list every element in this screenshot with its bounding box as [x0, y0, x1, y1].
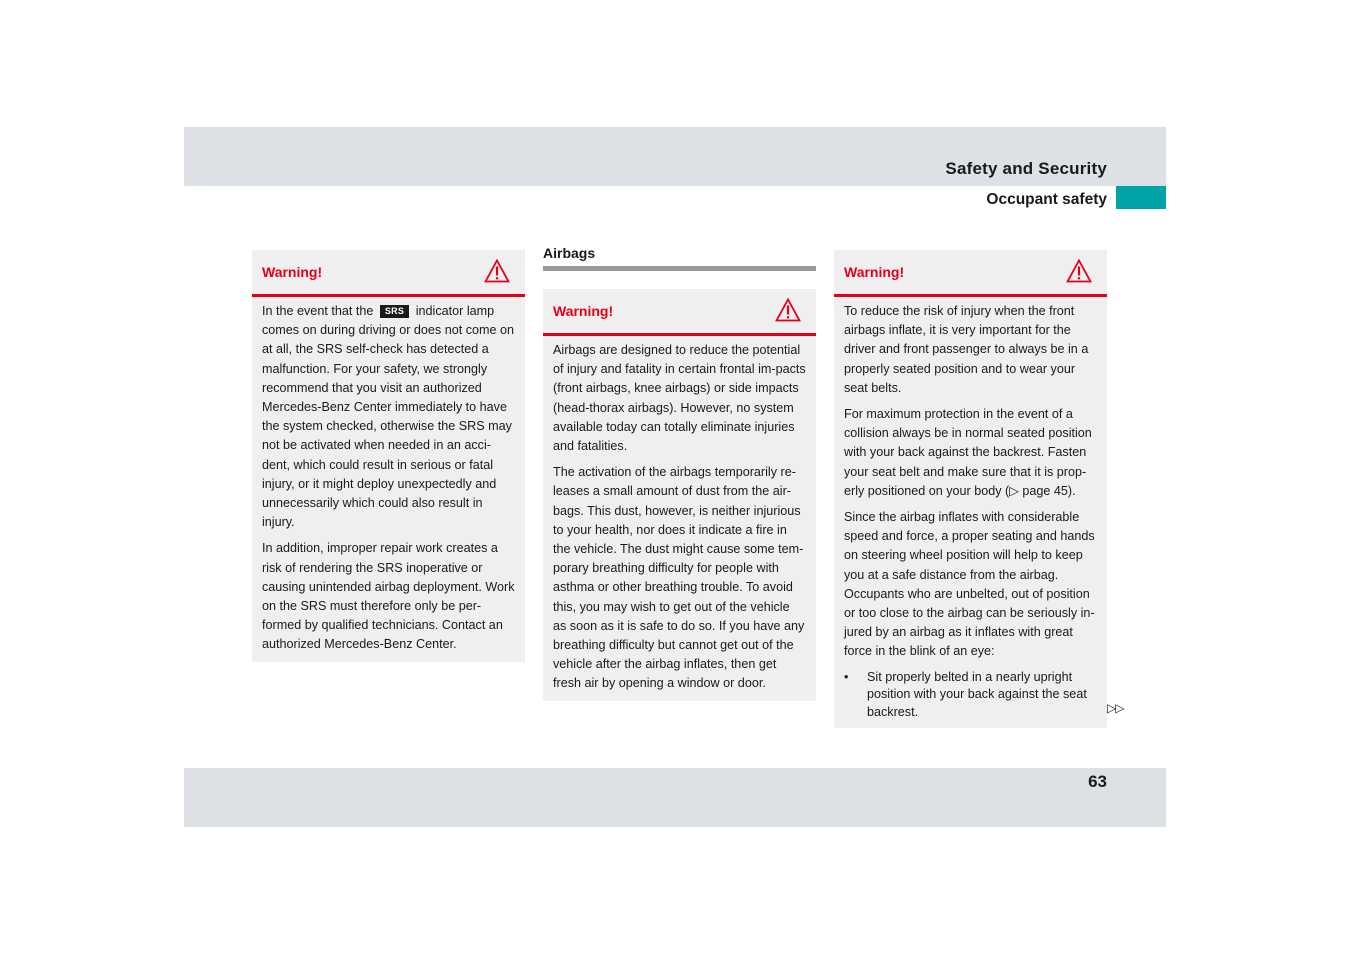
- airbags-warning-box: [543, 289, 816, 701]
- warning-paragraph: [262, 302, 515, 532]
- seating-warning-box: [834, 250, 1107, 728]
- warning-paragraph: In addition, improper repair work creates a risk of rendering the SRS inoperative or causing unintended airbag deployment. Work on the SRS must therefore only be per-formed by qualified technicians. Contact an authorized Mercedes-Benz Center.: [262, 541, 515, 652]
- warning-paragraph: Since the airbag inflates with considerable speed and force, a proper seating and hands on steering wheel position will help to keep you at a safe distance from the airbag. Occupants who are unbelted, out of position or too close to the airbag can be seriously in-jured by an airbag as it inflates with great force in the blink of an eye:: [844, 510, 1095, 659]
- airbags-heading: Airbags: [543, 245, 596, 261]
- warning-body: [543, 336, 816, 701]
- footer-band: [184, 768, 1166, 827]
- warning-header: [834, 250, 1107, 297]
- warning-paragraph: For maximum protection in the event of a collision always be in normal seated position with your back against the backrest. Fasten your seat belt and make sure that it is prop-erly positioned on your body (▷ page 45).: [844, 407, 1092, 498]
- warning-label: Warning!: [553, 303, 614, 319]
- warning-header: [543, 289, 816, 336]
- heading-rule: [543, 266, 816, 271]
- warning-body: [834, 297, 1107, 728]
- warning-paragraph: The activation of the airbags temporarily re-leases a small amount of dust from the air-bags. This dust, however, is neither injurious to your health, nor does it indicate a fire in the vehicle. The dust might cause some tem-porary breathing difficulty for people with asthma or other breathing trouble. To avoid this, you may wish to get out of the vehicle as soon as it is safe to do so. If you have any breathing difficulty but cannot get out of the vehicle after the airbag inflates, then get fresh air by opening a window or door.: [553, 465, 805, 691]
- warning-header: [252, 250, 525, 297]
- continue-arrows-icon: ▷▷: [1107, 701, 1124, 715]
- srs-indicator-icon: SRS: [380, 305, 409, 318]
- srs-text-before: In the event that the: [262, 304, 374, 318]
- warning-triangle-icon: [1066, 259, 1092, 283]
- warning-label: Warning!: [262, 264, 323, 280]
- warning-triangle-icon: [775, 298, 801, 322]
- section-title: Safety and Security: [945, 159, 1107, 178]
- warning-triangle-icon: [484, 259, 510, 283]
- warning-body: [252, 297, 525, 662]
- srs-warning-box: [252, 250, 525, 662]
- warning-paragraph: Airbags are designed to reduce the potential of injury and fatality in certain frontal im-pacts (front airbags, knee airbags) or side impacts (head-thorax airbags). However, no system available today can totally eliminate injuries and fatalities.: [553, 343, 806, 454]
- section-tab-marker: [1116, 186, 1166, 209]
- page-number: 63: [1088, 772, 1107, 791]
- srs-text-after: indicator lamp comes on during driving or does not come on at all, the SRS self-check has detected a malfunction. For your safety, we strongly recommend that you visit an authorized Mercedes-Benz Center immediately to have the system checked, otherwise the SRS may not be activated when needed in an acci-dent, which could result in serious or fatal injury, or it might deploy unexpectedly and unnecessarily which could also result in injury.: [262, 304, 515, 530]
- list-item: [844, 669, 1097, 722]
- list-item-text: Sit properly belted in a nearly upright position with your back against the seat backrest.: [867, 669, 1087, 719]
- bullet-icon: •: [844, 669, 849, 684]
- warning-paragraph: To reduce the risk of injury when the front airbags inflate, it is very important for the driver and front passenger to always be in a properly seated position and to wear your seat belts.: [844, 304, 1089, 395]
- warning-label: Warning!: [844, 264, 905, 280]
- subsection-title: Occupant safety: [986, 191, 1107, 208]
